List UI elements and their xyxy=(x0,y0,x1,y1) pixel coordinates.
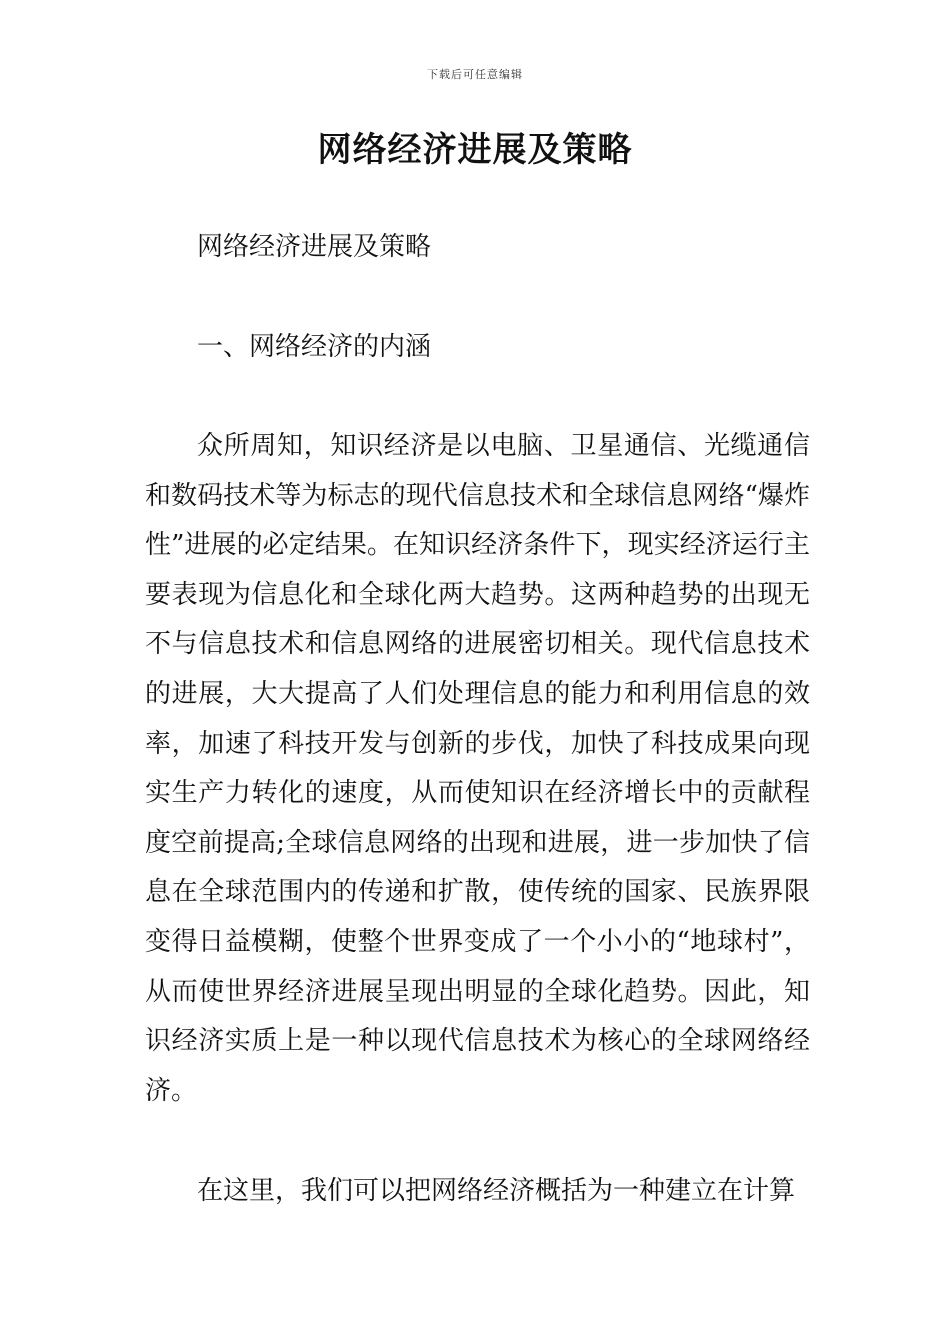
body-paragraph: 在这里，我们可以把网络经济概括为一种建立在计算 xyxy=(197,1176,796,1206)
document-title: 网络经济进展及策略 xyxy=(317,130,633,170)
header-note: 下载后可任意编辑 xyxy=(427,68,523,81)
body-paragraph: 众所周知，知识经济是以电脑、卫星通信、光缆通信和数码技术等为标志的现代信息技术和全球信息网络“爆炸性”进展的必定结果。在知识经济条件下，现实经济运行主要表现为信息化和全球化两大趋势。这两种趋势的出现无不与信息技术和信息网络的进展密切相关。现代信息技术的进展，大大提高了人们处理信息的能力和利用信息的效率，加速了科技开发与创新的步伐，加快了科技成果向现实生产力转化的速度，从而使知识在经济增长中的贡献程度空前提高;全球信息网络的出现和进展，进一步加快了信息在全球范围内的传递和扩散，使传统的国家、民族界限变得日益模糊，使整个世界变成了一个小小的“地球村”，从而使世界经济进展呈现出明显的全球化趋势。因此，知识经济实质上是一种以现代信息技术为核心的全球网络经济。 xyxy=(145,431,810,1106)
section-heading: 一、网络经济的内涵 xyxy=(197,332,432,362)
document-subtitle: 网络经济进展及策略 xyxy=(197,232,432,262)
